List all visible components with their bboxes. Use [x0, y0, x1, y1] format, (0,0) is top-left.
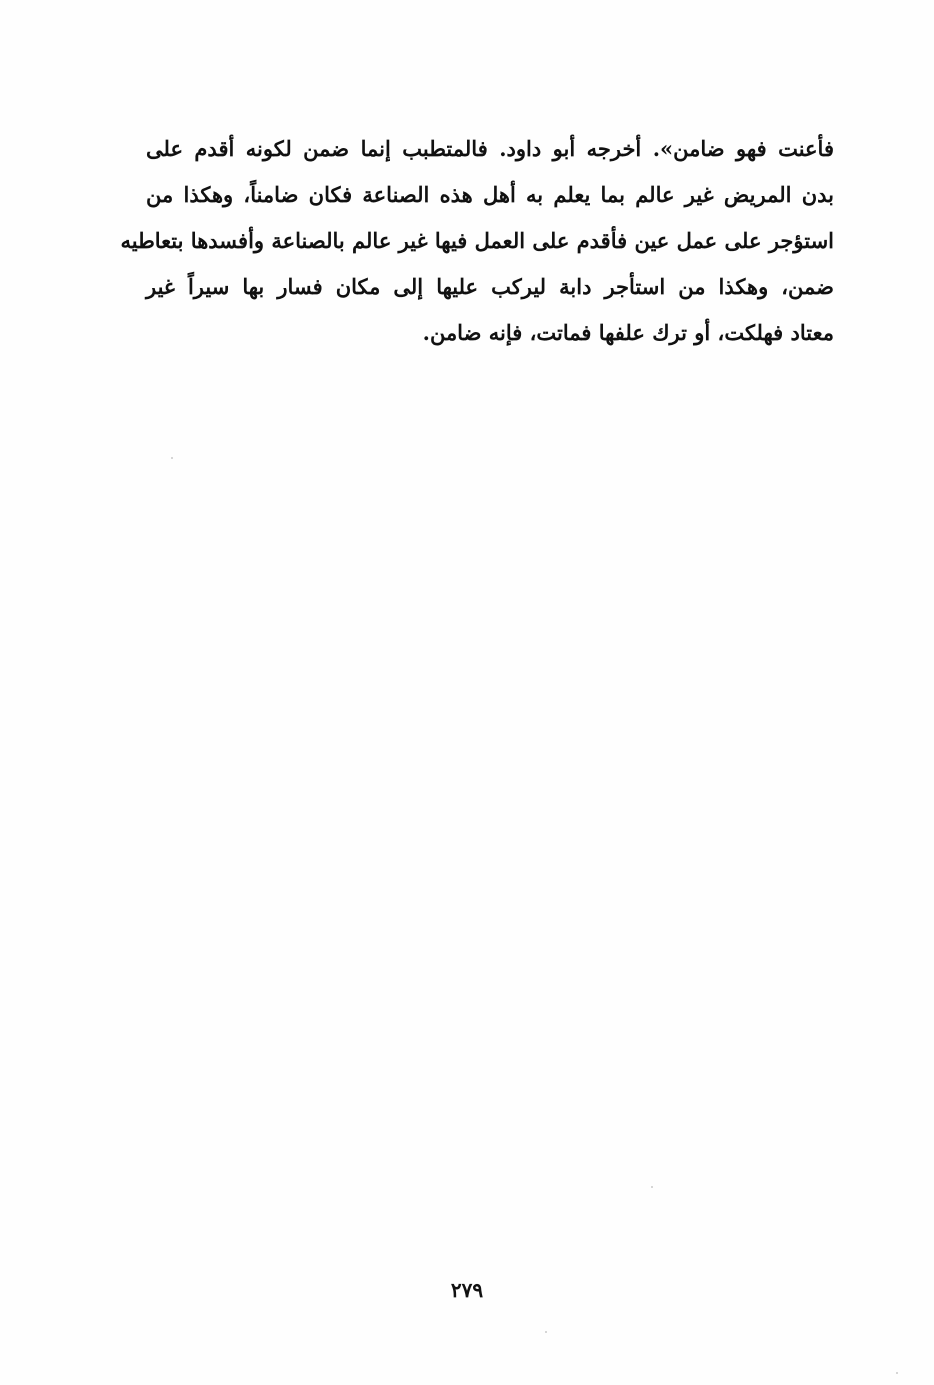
text-line-1: فأعنت فهو ضامن». أخرجه أبو داود. فالمتطبب إنما ضمن لكونه أقدم على — [146, 136, 834, 161]
text-line-2: بدن المريض غير عالم بما يعلم به أهل هذه الصناعة فكان ضامناً، وهكذا من — [146, 182, 834, 207]
paper-speck — [545, 1331, 547, 1333]
text-line-4: ضمن، وهكذا من استأجر دابة ليركب عليها إلى مكان فسار بها سيراً غير — [146, 274, 834, 299]
paper-speck — [896, 1372, 898, 1374]
paper-speck — [171, 457, 173, 459]
paper-speck — [651, 1186, 653, 1188]
text-line-5: معتاد فهلكت، أو ترك علفها فماتت، فإنه ضامن. — [422, 320, 834, 345]
page-number: ٢٧٩ — [450, 1278, 484, 1302]
text-line-3: استؤجر على عمل عين فأقدم على العمل فيها غير عالم بالصناعة وأفسدها بتعاطيه — [120, 228, 834, 253]
body-paragraph — [120, 126, 834, 356]
